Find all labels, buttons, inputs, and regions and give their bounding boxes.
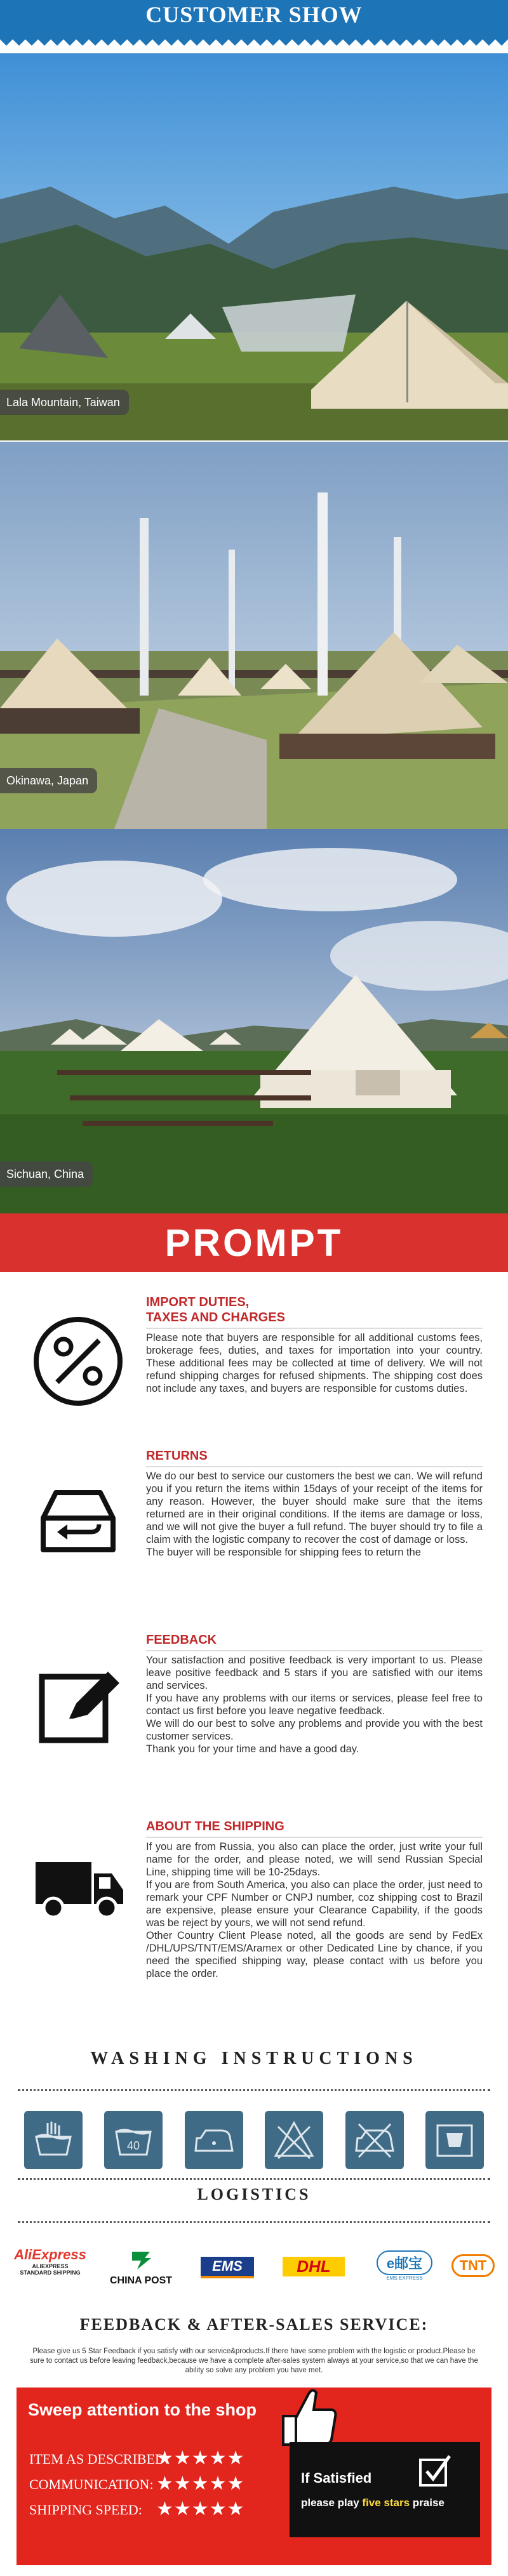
tnt-logo (447, 2254, 499, 2277)
epacket-logo (370, 2250, 439, 2281)
sweep-attention-text: Sweep attention to the shop (28, 2400, 257, 2419)
please-play-part: praise (410, 2497, 444, 2509)
logistics-logos-row (9, 2247, 499, 2291)
section-divider (146, 1328, 483, 1329)
checkbox-check-icon (417, 2451, 455, 2489)
wash-temperature-label: 40 (127, 2139, 140, 2152)
aliexpress-logo (9, 2247, 91, 2276)
epacket-wordmark: e邮宝 (377, 2250, 432, 2275)
stars-communication: ★★★★★ (156, 2473, 245, 2494)
prompt-banner (0, 1213, 508, 1272)
logistics-title: LOGISTICS (197, 2185, 311, 2203)
wash-40-icon (104, 2111, 163, 2169)
percent-icon (30, 1314, 126, 1409)
prompt-title: PROMPT (164, 1222, 344, 1264)
photo-caption: Lala Mountain, Taiwan (0, 390, 129, 415)
after-sales-note: Please give us 5 Star Feedback if you satisfy with our service&products.If there have some problem with the logistic or product.Please be sure to contact us before leaving feedback,because we have a complete after-sales system always at your service,so that we can have the ability so solve any problem you have met. (30, 2348, 478, 2374)
washing-instructions-title: WASHING INSTRUCTIONS (90, 2049, 418, 2068)
aliexpress-sub: ALIEXPRESS (32, 2263, 69, 2269)
section-feedback (0, 1626, 508, 1810)
customer-photo-lala-mountain (0, 53, 508, 440)
rating-label-described: ITEM AS DESCRIBED: (29, 2451, 170, 2467)
sichuan-camp-image (0, 829, 508, 1213)
section-heading: TAXES AND CHARGES (146, 1311, 285, 1324)
section-body: Please note that buyers are responsible for all additional customs fees, brokerage fees, duties, and taxes for importation into your country. These additional fees may be collected at time of delivery. We will not refund shipping charges for refused shipments. The shipping cost does not include any taxes, and buyers are responsible for customs duties. (146, 1332, 483, 1394)
thumbs-up-icon (271, 2381, 340, 2451)
section-heading: ABOUT THE SHIPPING (146, 1820, 284, 1833)
stars-described: ★★★★★ (156, 2448, 245, 2469)
section-body: Your satisfaction and positive feedback is very important to us. Please leave positive feedback and 5 stars if you are satisfied with our items and services. If you have any problems with our items or services, please feel free to contact us first before you leave negative feedback. We will do our best to solve any problems and provide you with the best customer services. Thank you for your time and have a good day. (146, 1655, 483, 1755)
rating-card (17, 2381, 491, 2572)
dotted-divider (18, 2089, 490, 2091)
after-sales-title: FEEDBACK & AFTER-SALES SERVICE: (79, 2315, 429, 2334)
dhl-wordmark: DHL (283, 2257, 344, 2276)
delivery-truck-icon (30, 1839, 126, 1934)
ems-wordmark: EMS (201, 2257, 254, 2278)
epacket-sub: EMS EXPRESS (386, 2275, 423, 2281)
stars-shipping: ★★★★★ (156, 2499, 245, 2520)
section-heading: IMPORT DUTIES, (146, 1295, 250, 1309)
iron-low-icon (185, 2111, 243, 2169)
hang-dry-icon (425, 2111, 484, 2169)
photo-caption: Sichuan, China (0, 1161, 93, 1187)
return-inbox-icon (30, 1474, 126, 1569)
if-satisfied-text: If Satisfied (301, 2470, 372, 2486)
section-heading: RETURNS (146, 1449, 208, 1463)
section-divider (146, 1650, 483, 1651)
five-stars-highlight: five stars (362, 2497, 410, 2509)
section-divider (146, 1466, 483, 1467)
section-body: If you are from Russia, you also can place the order, just write your full name for the order, and please noted, we will send Russian Special Line, shipping time will be 10-25days. If you are from South America, you also can place the order, just need to remark your CPF Number or CNPJ number, coz shipping cost to Brazil are expensive, please ensure your Clearance Capability, if the goods was be reject by yours, we will not send refund. Other Country Client Please noted, all the goods are send by FedEx /DHL/UPS/TNT/EMS/Aramex or other Dedicated Line by chance, if you need the specified shipping way, please contact with us before you place the order. (146, 1841, 483, 1979)
section-body: We do our best to service our customers the best we can. We will refund you if you return the items within 15days of your receipt of the items for any reason. However, the buyer should make sure that the items returned are in their original conditions. If the items are damage or loss, and we will not give the buyer a full refund. The buyer should try to file a claim with the logistic company to recover the cost of damage or loss. The buyer will be responsible for shipping fees to return the (146, 1470, 483, 1558)
no-iron-icon (345, 2111, 404, 2169)
rating-label-communication: COMMUNICATION: (29, 2476, 154, 2492)
edit-pencil-icon (30, 1658, 126, 1753)
customer-show-header (0, 0, 508, 57)
china-post-logo (103, 2247, 179, 2287)
customer-photo-okinawa (0, 442, 508, 829)
no-bleach-icon (265, 2111, 323, 2169)
please-play-part: please play (301, 2497, 363, 2509)
zigzag-divider (0, 30, 508, 53)
dotted-divider (18, 2178, 490, 2180)
dhl-logo (276, 2257, 352, 2276)
aliexpress-sub2: STANDARD SHIPPING (20, 2269, 81, 2276)
ems-logo (189, 2257, 265, 2278)
section-divider (146, 1837, 483, 1838)
tnt-wordmark: TNT (451, 2254, 495, 2277)
photo-caption: Okinawa, Japan (0, 768, 97, 793)
customer-show-title: CUSTOMER SHOW (145, 2, 363, 27)
aliexpress-wordmark: AliExpress (14, 2247, 86, 2262)
washing-icons-row (24, 2111, 484, 2172)
customer-photo-sichuan (0, 829, 508, 1213)
hand-wash-icon (24, 2111, 83, 2169)
mountain-camp-image (0, 53, 508, 440)
section-shipping (0, 1814, 508, 2023)
section-heading: FEEDBACK (146, 1633, 217, 1647)
china-post-text: CHINA POST (109, 2275, 173, 2286)
dotted-divider (18, 2221, 490, 2223)
please-play-text (301, 2497, 444, 2509)
section-returns (0, 1442, 508, 1601)
china-post-emblem-icon (128, 2247, 154, 2272)
rating-label-shipping: SHIPPING SPEED: (29, 2502, 142, 2518)
section-import-duties (0, 1288, 508, 1441)
